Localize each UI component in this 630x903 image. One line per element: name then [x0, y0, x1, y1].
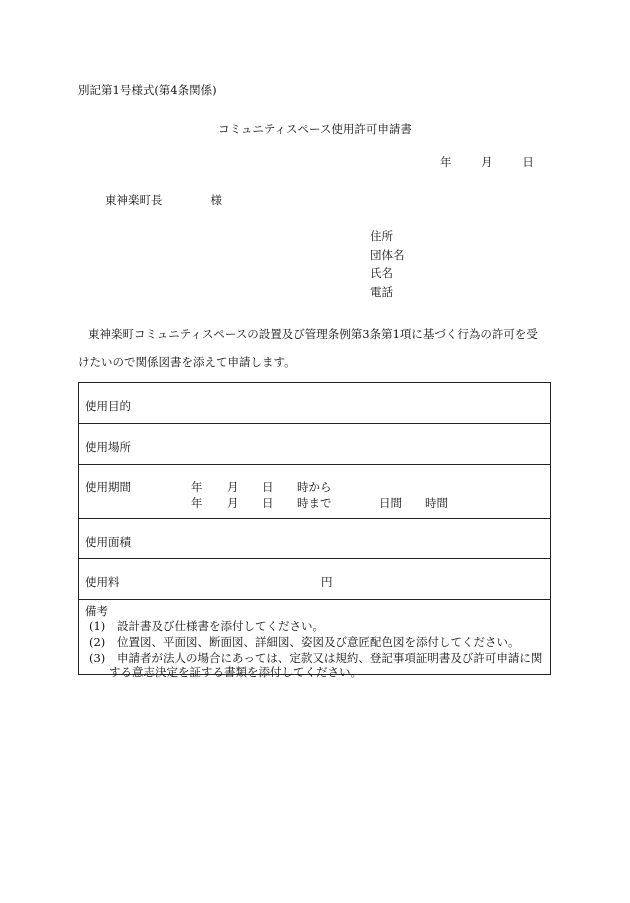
remarks-item-3: (3) 申請者が法人の場合にあっては、定款又は規約、登記事項証明書及び許可申請に関 [89, 651, 543, 665]
period-start-year: 年 [191, 480, 203, 494]
addressee-name: 東神楽町長 [105, 193, 163, 207]
remarks-item-3-continued: する意志決定を証する書類を添付してください。 [109, 665, 362, 679]
row-area [79, 518, 550, 559]
applicant-phone-label: 電話 [370, 285, 393, 299]
row-fee [79, 558, 550, 600]
form-number-label: 別記第1号様式(第4条関係) [78, 83, 217, 97]
period-label: 使用期間 [85, 480, 131, 494]
date-year: 年 [440, 155, 452, 169]
applicant-name-label: 氏名 [370, 266, 393, 280]
period-start-day: 日 [262, 480, 274, 494]
period-end-month: 月 [227, 496, 239, 510]
fee-label: 使用料 [85, 575, 120, 589]
remarks-item-1: (1) 設計書及び仕様書を添付してください。 [89, 619, 324, 633]
row-remarks [79, 599, 550, 679]
addressee-honorific: 様 [210, 193, 222, 207]
application-date [440, 157, 534, 169]
application-statement-line2: けたいので関係図書を添えて申請します。 [78, 355, 296, 369]
addressee [105, 195, 222, 207]
row-place [79, 423, 550, 465]
remarks-label: 備考 [85, 604, 108, 618]
period-start-month: 月 [227, 480, 239, 494]
document-title: コミュニティスペース使用許可申請書 [218, 122, 412, 136]
place-label: 使用場所 [85, 440, 131, 454]
fee-unit: 円 [321, 575, 333, 589]
purpose-label: 使用目的 [85, 399, 131, 413]
remarks-item-2: (2) 位置図、平面図、断面図、詳細図、姿図及び意匠配色図を添付してください。 [89, 635, 520, 649]
period-hours: 時間 [425, 496, 448, 510]
period-start-hour: 時から [297, 480, 332, 494]
period-days: 日間 [379, 496, 402, 510]
applicant-group-label: 団体名 [370, 248, 405, 262]
applicant-address-label: 住所 [370, 229, 393, 243]
row-period [79, 464, 550, 519]
period-end-hour: 時まで [297, 496, 332, 510]
date-month: 月 [481, 155, 493, 169]
period-end-year: 年 [191, 496, 203, 510]
application-statement-line1: 東神楽町コミュニティスペースの設置及び管理条例第3条第1項に基づく行為の許可を受 [88, 327, 538, 341]
period-end-day: 日 [262, 496, 274, 510]
application-table [78, 382, 551, 679]
row-purpose [79, 383, 550, 423]
area-label: 使用面積 [85, 535, 131, 549]
date-day: 日 [522, 155, 534, 169]
